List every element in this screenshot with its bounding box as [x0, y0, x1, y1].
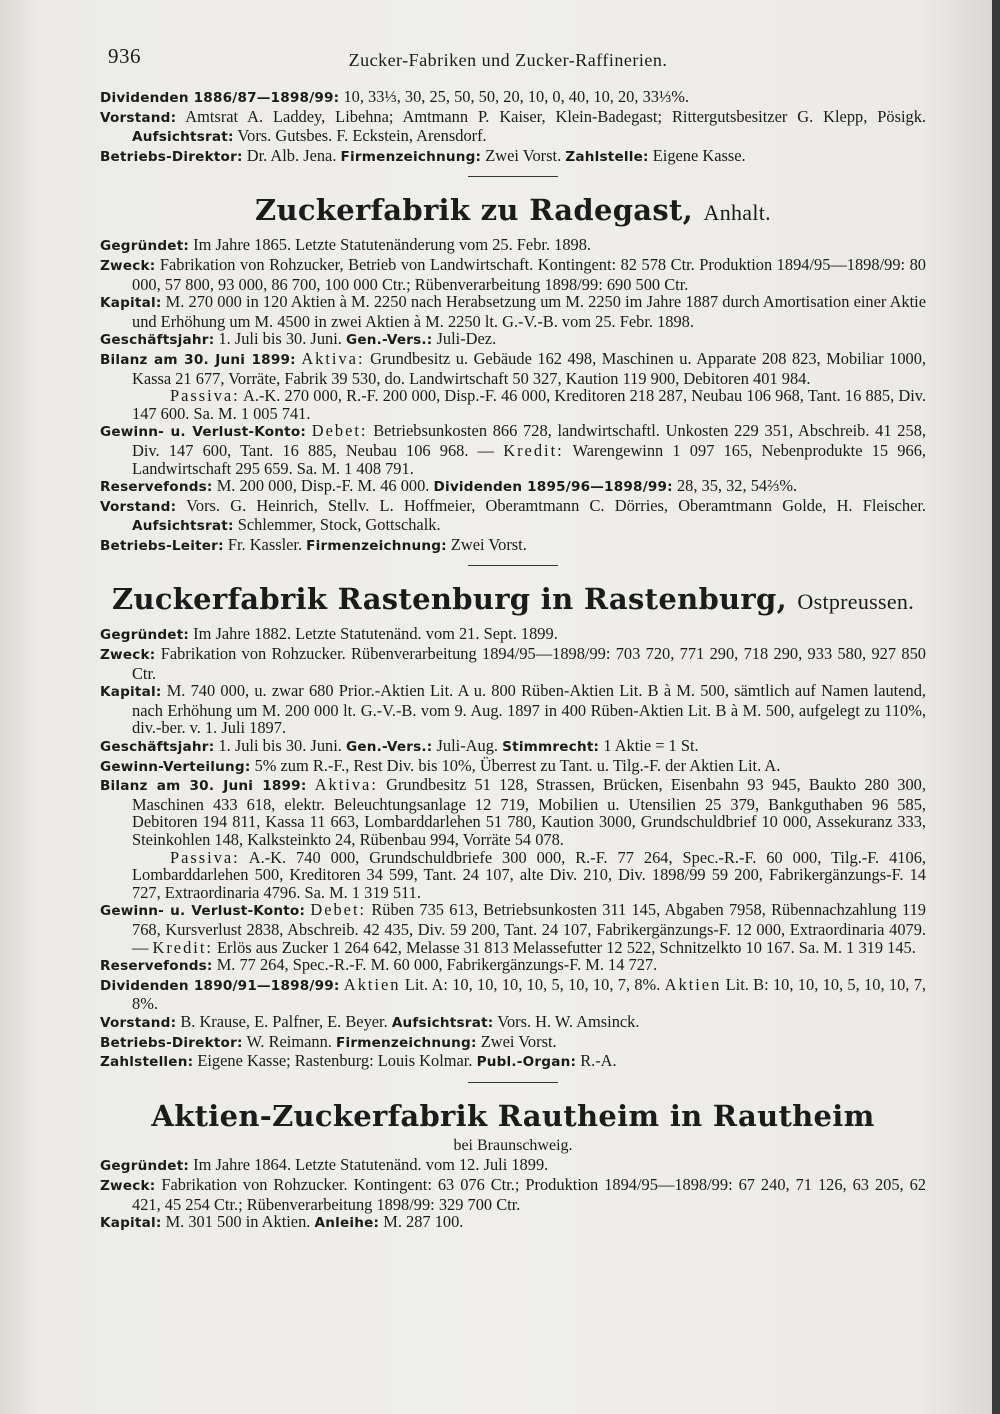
page-header	[108, 44, 908, 74]
section-divider	[468, 176, 558, 177]
page-content	[100, 88, 926, 1233]
entry-field-gewinn-verlust: Gewinn- u. Verlust-Konto: Debet: Betriebsunkosten 866 728, landwirtschaftl. Unkosten 229 351, Abschreib. 41 258, Div. 147 600, Tant. 16 885, Neubau 106 968. — Kredit: Warengewinn 1 097 165, Nebenprodukte 15 966, Landwirtschaft 295 659. Sa. M. 1 408 791.	[100, 421, 926, 478]
page-number: 936	[108, 44, 141, 68]
entry-field-betriebsdirektor: Betriebs-Direktor: Dr. Alb. Jena. Firmenzeichnung: Zwei Vorst. Zahlstelle: Eigene Kasse.	[100, 145, 746, 165]
entry-field-zweck: Zweck: Fabrikation von Rohzucker. Rübenverarbeitung 1894/95—1898/99: 703 720, 771 290, 718 290, 933 580, 927 850 Ctr.	[100, 644, 926, 683]
entry-field-dividenden: Dividenden 1890/91—1898/99: Aktien Lit. A: 10, 10, 10, 10, 5, 10, 10, 7, 8%. Aktien Lit. B: 10, 10, 10, 5, 10, 10, 7, 8%.	[100, 974, 926, 1014]
company-entry-rautheim	[100, 1099, 926, 1233]
entry-field-gewinn-verteilung: Gewinn-Verteilung: 5% zum R.-F., Rest Div. bis 10%, Überrest zu Tant. u. Tilg.-F. der Aktien Lit. A.	[100, 755, 781, 775]
entry-field-vorstand: Vorstand: Amtsrat A. Laddey, Libehna; Amtmann P. Kaiser, Klein-Badegast; Rittergutsbesitzer G. Klepp, Pösigk. Aufsichtsrat: Vors. Gutsbes. F. Eckstein, Arensdorf.	[100, 106, 926, 146]
company-title: Zuckerfabrik Rastenburg in Rastenburg, Ostpreussen.	[111, 582, 915, 617]
entry-field-bilanz-aktiva: Bilanz am 30. Juni 1899: Aktiva: Grundbesitz u. Gebäude 162 498, Maschinen u. Apparate 208 823, Mobiliar 1000, Kassa 21 677, Vorräte, Fabrik 39 530, do. Landwirtschaft 50 327, Kaution 119 900, Debitoren 401 984.	[100, 348, 926, 388]
company-title: Zuckerfabrik zu Radegast, Anhalt.	[255, 193, 771, 228]
entry-field-kapital: Kapital: M. 270 000 in 120 Aktien à M. 2250 nach Herabsetzung um M. 2250 im Jahre 1887 durch Amortisation einer Aktie und Erhöhung um M. 4500 in zwei Aktien à M. 2250 lt. G.-V.-B. vom 25. Febr. 1898.	[100, 292, 927, 331]
entry-field-betriebsleiter: Betriebs-Leiter: Fr. Kassler. Firmenzeichnung: Zwei Vorst.	[100, 534, 527, 554]
entry-field-gegruendet: Gegründet: Im Jahre 1864. Letzte Statutenänd. vom 12. Juli 1899.	[100, 1155, 549, 1175]
entry-field-geschaeftsjahr: Geschäftsjahr: 1. Juli bis 30. Juni. Gen.-Vers.: Juli-Aug. Stimmrecht: 1 Aktie = 1 St.	[100, 736, 699, 756]
entry-field-reservefonds: Reservefonds: M. 77 264, Spec.-R.-F. M. 60 000, Fabrikergänzungs-F. M. 14 727.	[100, 955, 658, 975]
entry-field-geschaeftsjahr: Geschäftsjahr: 1. Juli bis 30. Juni. Gen.-Vers.: Juli-Dez.	[100, 329, 497, 349]
book-spine-shadow	[992, 0, 1000, 1414]
section-divider	[468, 1082, 558, 1083]
entry-field-vorstand: Vorstand: B. Krause, E. Palfner, E. Beyer. Aufsichtsrat: Vors. H. W. Amsinck.	[100, 1011, 640, 1031]
entry-field-reservefonds: Reservefonds: M. 200 000, Disp.-F. M. 46 000. Dividenden 1895/96—1898/99: 28, 35, 32, 54⅔%.	[100, 476, 798, 496]
entry-field-vorstand: Vorstand: Vors. G. Heinrich, Stellv. L. Hoffmeier, Oberamtmann C. Dörries, Oberamtmann Golde, H. Fleischer. Aufsichtsrat: Schlemmer, Stock, Gottschalk.	[100, 495, 926, 535]
section-divider	[468, 565, 558, 566]
entry-field-betriebsdirektor: Betriebs-Direktor: W. Reimann. Firmenzeichnung: Zwei Vorst.	[100, 1031, 557, 1051]
entry-field-gewinn-verlust: Gewinn- u. Verlust-Konto: Debet: Rüben 735 613, Betriebsunkosten 311 145, Abgaben 7958, Rübennachzahlung 119 768, Kursverlust 2838, Abschreib. 42 435, Div. 59 200, Tant. 24 107, Fabrikergänzungs-F. 12 000, Extraordinaria 4079. — Kredit: Erlös aus Zucker 1 264 642, Melasse 31 813 Melassefutter 12 522, Schnitzelkto 10 167. Sa. M. 1 319 145.	[100, 900, 926, 957]
entry-field-bilanz-passiva: Passiva: A.-K. 740 000, Grundschuldbriefe 300 000, R.-F. 77 264, Spec.-R.-F. 60 000, Tilg.-F. 4106, Lombarddarlehen 500, Kreditoren 34 599, Tant. 24 107, alte Div. 210, Div. 1898/99 59 200, Fabrikergänzungs-F. 14 727, Extraordinaria 4796. Sa. M. 1 319 511.	[132, 847, 926, 902]
entry-field-kapital: Kapital: M. 301 500 in Aktien. Anleihe: M. 287 100.	[100, 1212, 464, 1232]
entry-field-bilanz-passiva: Passiva: A.-K. 270 000, R.-F. 200 000, Disp.-F. 46 000, Kreditoren 218 287, Neubau 106 968, Tant. 16 885, Div. 147 600. Sa. M. 1 005 741.	[132, 386, 926, 423]
company-title: Aktien-Zuckerfabrik Rautheim in Rautheim	[151, 1098, 875, 1133]
running-title: Zucker-Fabriken und Zucker-Raffinerien.	[348, 50, 668, 70]
company-entry-rastenburg	[100, 582, 926, 1071]
previous-entry-continuation	[100, 88, 926, 166]
entry-field-gegruendet: Gegründet: Im Jahre 1865. Letzte Statutenänderung vom 25. Febr. 1898.	[100, 235, 592, 255]
entry-field-zweck: Zweck: Fabrikation von Rohzucker, Betrieb von Landwirtschaft. Kontingent: 82 578 Ctr. Produktion 1894/95—1898/99: 80 000, 57 800, 93 000, 86 700, 100 000 Ctr.; Rübenverarbeitung 1898/99: 690 500 Ctr.	[100, 254, 926, 294]
company-subtitle: bei Braunschweig.	[453, 1136, 573, 1154]
entry-field-kapital: Kapital: M. 740 000, u. zwar 680 Prior.-Aktien Lit. A u. 800 Rüben-Aktien Lit. B à M. 500, sämtlich auf Namen lautend, nach Erhöhung um M. 200 000 lt. G.-V.-B. vom 9. Aug. 1897 in 400 Rüben-Aktien Lit. B à M. 500, aufgelegt zu 110%, div.-ber. v. 1. Juli 1897.	[100, 681, 926, 738]
company-entry-radegast	[100, 193, 926, 555]
entry-field-bilanz-aktiva: Bilanz am 30. Juni 1899: Aktiva: Grundbesitz 51 128, Strassen, Brücken, Eisenbahn 93 945, Baukto 280 300, Maschinen 433 618, elektr. Beleuchtungsanlage 12 719, Mobilien u. Utensilien 25 379, Bankguthaben 96 585, Debitoren 194 811, Kassa 11 663, Lombarddarlehen 51 780, Kaution 3000, Grundschuldbrief 10 000, Assekuranz 333, Steinkohlen 148, Kalksteinkto 24, Rübenbau 994, Vorräte 54 078.	[100, 775, 926, 849]
entry-field-dividenden: Dividenden 1886/87—1898/99: 10, 33⅓, 30, 25, 50, 50, 20, 10, 0, 40, 10, 20, 33⅓%.	[100, 87, 690, 106]
entry-field-gegruendet: Gegründet: Im Jahre 1882. Letzte Statutenänd. vom 21. Sept. 1899.	[100, 624, 558, 644]
entry-field-zahlstellen: Zahlstellen: Eigene Kasse; Rastenburg: Louis Kolmar. Publ.-Organ: R.-A.	[100, 1051, 617, 1071]
entry-field-zweck: Zweck: Fabrikation von Rohzucker. Kontingent: 63 076 Ctr.; Produktion 1894/95—1898/99: 67 240, 71 126, 63 205, 62 421, 45 254 Ctr.; Rübenverarbeitung 1898/99: 329 700 Ctr.	[100, 1174, 926, 1214]
